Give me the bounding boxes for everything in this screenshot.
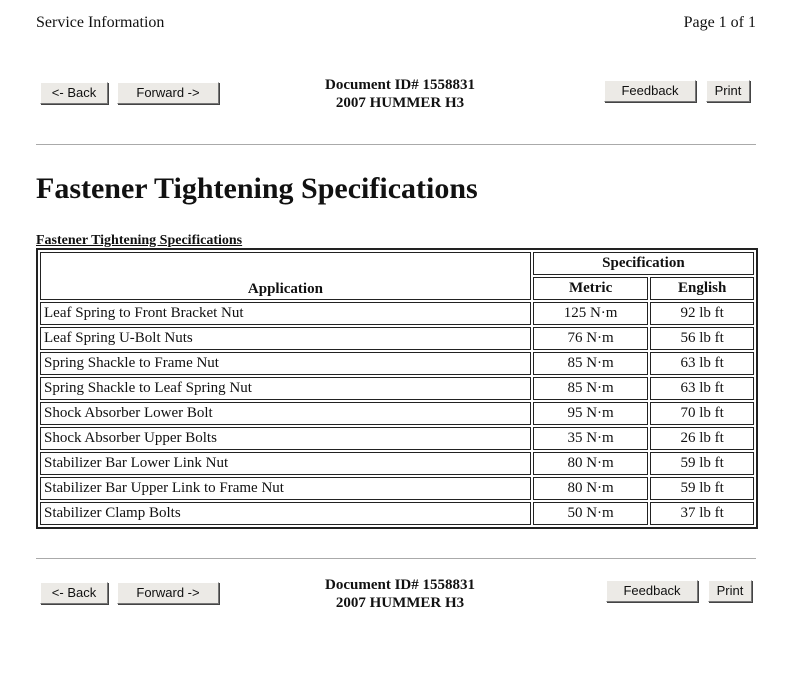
table-row <box>40 502 754 525</box>
cell-application: Stabilizer Bar Upper Link to Frame Nut <box>40 477 531 500</box>
cell-metric: 85 N·m <box>533 377 649 400</box>
feedback-button-bottom[interactable]: Feedback <box>606 580 698 602</box>
feedback-button-top[interactable]: Feedback <box>604 80 696 102</box>
back-button-bottom[interactable]: <- Back <box>40 582 108 604</box>
table-caption: Fastener Tightening Specifications <box>36 233 243 248</box>
forward-button-bottom[interactable]: Forward -> <box>117 582 219 604</box>
table-row <box>40 452 754 475</box>
cell-english: 59 lb ft <box>650 477 754 500</box>
cell-application: Leaf Spring U-Bolt Nuts <box>40 327 531 350</box>
table-row <box>40 427 754 450</box>
cell-metric: 80 N·m <box>533 477 649 500</box>
print-button-bottom[interactable]: Print <box>708 580 752 602</box>
header-metric: Metric <box>533 277 649 300</box>
cell-application: Spring Shackle to Leaf Spring Nut <box>40 377 531 400</box>
cell-metric: 50 N·m <box>533 502 649 525</box>
document-header-bottom <box>250 576 550 612</box>
table-row <box>40 477 754 500</box>
cell-english: 63 lb ft <box>650 352 754 375</box>
cell-english: 59 lb ft <box>650 452 754 475</box>
forward-button-top[interactable]: Forward -> <box>117 82 219 104</box>
table-row <box>40 352 754 375</box>
back-button-top[interactable]: <- Back <box>40 82 108 104</box>
cell-metric: 85 N·m <box>533 352 649 375</box>
cell-metric: 95 N·m <box>533 402 649 425</box>
table-row <box>40 327 754 350</box>
fastener-spec-table <box>36 248 758 529</box>
cell-application: Shock Absorber Lower Bolt <box>40 402 531 425</box>
page-indicator: Page 1 of 1 <box>683 14 756 31</box>
vehicle-name: 2007 HUMMER H3 <box>335 95 465 111</box>
cell-metric: 35 N·m <box>533 427 649 450</box>
document-id: Document ID# 1558831 <box>325 77 475 93</box>
header-english: English <box>650 277 754 300</box>
cell-english: 63 lb ft <box>650 377 754 400</box>
document-id: Document ID# 1558831 <box>325 577 475 593</box>
divider-bottom <box>36 558 756 559</box>
cell-english: 92 lb ft <box>650 302 754 325</box>
header-application: Application <box>40 252 531 300</box>
cell-application: Stabilizer Bar Lower Link Nut <box>40 452 531 475</box>
cell-english: 56 lb ft <box>650 327 754 350</box>
cell-english: 37 lb ft <box>650 502 754 525</box>
print-button-top[interactable]: Print <box>706 80 750 102</box>
cell-application: Stabilizer Clamp Bolts <box>40 502 531 525</box>
vehicle-name: 2007 HUMMER H3 <box>335 595 465 611</box>
divider-top <box>36 144 756 145</box>
cell-metric: 76 N·m <box>533 327 649 350</box>
cell-english: 70 lb ft <box>650 402 754 425</box>
table-row <box>40 302 754 325</box>
service-information-label: Service Information <box>36 14 165 31</box>
cell-application: Spring Shackle to Frame Nut <box>40 352 531 375</box>
page-title: Fastener Tightening Specifications <box>36 172 478 205</box>
header-specification: Specification <box>533 252 754 275</box>
cell-application: Shock Absorber Upper Bolts <box>40 427 531 450</box>
cell-english: 26 lb ft <box>650 427 754 450</box>
cell-metric: 125 N·m <box>533 302 649 325</box>
cell-metric: 80 N·m <box>533 452 649 475</box>
document-header-top <box>250 76 550 112</box>
table-row <box>40 402 754 425</box>
table-row <box>40 377 754 400</box>
cell-application: Leaf Spring to Front Bracket Nut <box>40 302 531 325</box>
